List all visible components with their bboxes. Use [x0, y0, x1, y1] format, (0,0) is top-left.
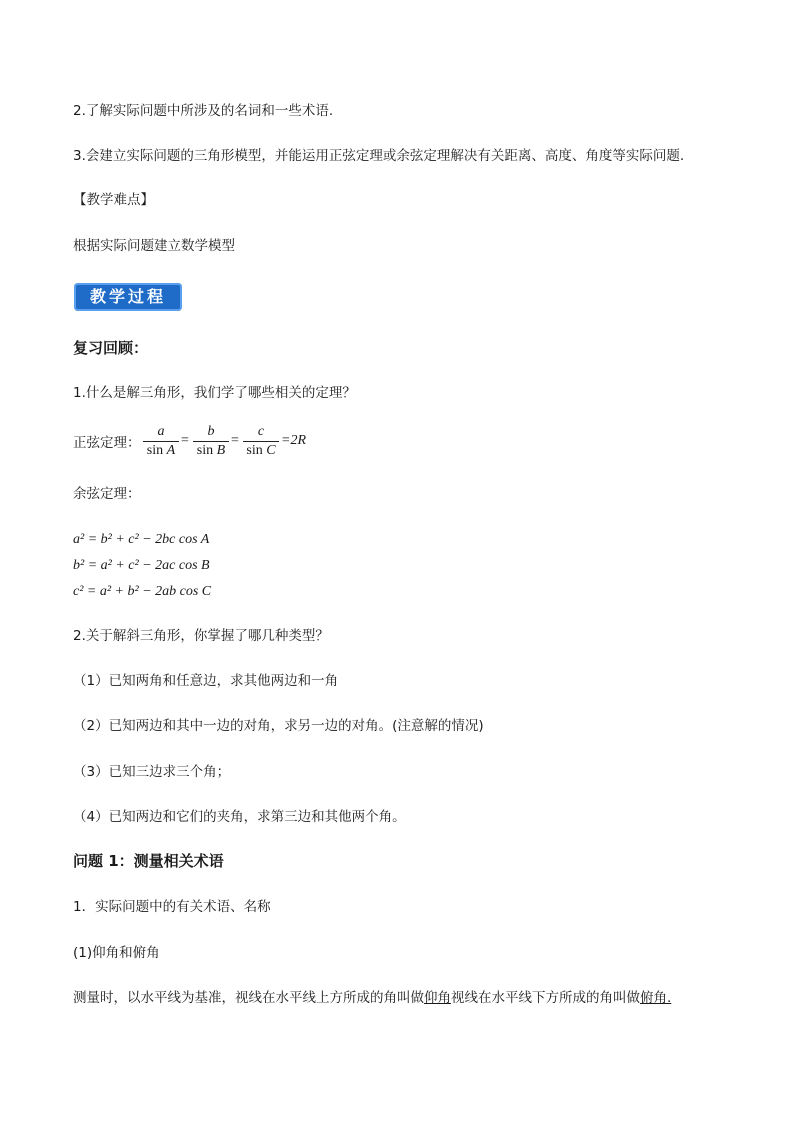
fraction-b-denominator: sin B [196, 443, 226, 458]
fraction-a-denominator: sin A [146, 443, 176, 458]
problem-1-heading: 问题 1：测量相关术语 [73, 852, 224, 870]
sine-label: 正弦定理： [73, 435, 141, 451]
question-2: 2.关于解斜三角形，你掌握了哪几种类型？ [73, 628, 329, 644]
fraction-c-denominator: sin C [246, 443, 276, 458]
difficulty-text: 根据实际问题建立数学模型 [73, 238, 235, 254]
fraction-a-numerator: a [157, 424, 165, 439]
teaching-process-banner: 教学过程 [74, 283, 182, 311]
case-2: （2）已知两边和其中一边的对角，求另一边的对角。(注意解的情况) [73, 718, 484, 734]
objective-2: 2.了解实际问题中所涉及的名词和一些术语. [73, 103, 334, 119]
cosine-formula-c: c² = a² + b² − 2ab cos C [73, 584, 212, 599]
case-4: （4）已知两边和它们的夹角，求第三边和其他两个角。 [73, 809, 406, 825]
subsection-elevation-depression: (1)仰角和俯角 [73, 945, 160, 961]
fraction-b-numerator: b [207, 424, 215, 439]
fraction-c [243, 423, 279, 460]
objective-3: 3.会建立实际问题的三角形模型，并能运用正弦定理或余弦定理解决有关距离、高度、角度等实际问题. [73, 148, 685, 164]
question-1: 1.什么是解三角形，我们学了哪些相关的定理？ [73, 385, 356, 401]
fraction-b [193, 423, 229, 460]
term-intro: 1．实际问题中的有关术语、名称 [73, 899, 271, 915]
fraction-a [143, 423, 179, 460]
equals-sign-1: = [181, 433, 189, 448]
sine-rhs: =2R [281, 433, 306, 448]
cosine-label: 余弦定理： [73, 486, 141, 502]
cosine-formula-a: a² = b² + c² − 2bc cos A [73, 532, 210, 547]
case-3: （3）已知三边求三个角； [73, 764, 231, 780]
term-depression-angle: 俯角. [640, 990, 672, 1006]
cosine-formula-b: b² = a² + c² − 2ac cos B [73, 558, 210, 573]
case-1: （1）已知两角和任意边，求其他两边和一角 [73, 673, 339, 689]
term-elevation-angle: 仰角 [424, 990, 451, 1006]
review-heading: 复习回顾： [73, 339, 149, 357]
definition-line: 测量时，以水平线为基准，视线在水平线上方所成的角叫做仰角视线在水平线下方所成的角叫做俯角. [73, 990, 672, 1006]
fraction-c-numerator: c [257, 424, 265, 439]
difficulty-heading: 【教学难点】 [73, 192, 154, 208]
equals-sign-2: = [231, 433, 239, 448]
